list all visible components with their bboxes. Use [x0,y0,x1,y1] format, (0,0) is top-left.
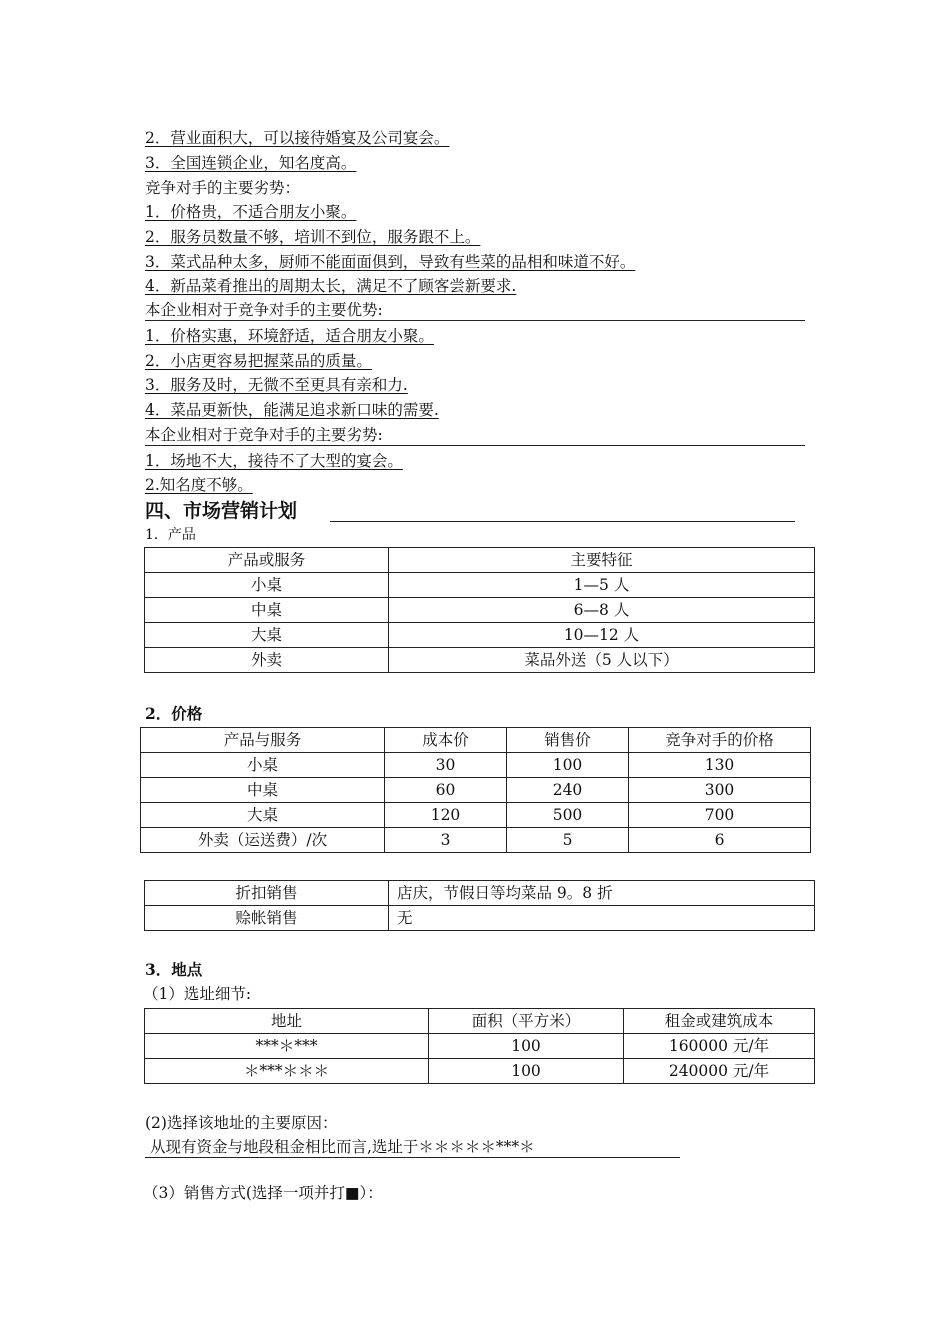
text-line: 1．价格贵，不适合朋友小聚。 [145,203,357,221]
header-cell: 面积（平方米） [429,1009,624,1034]
table-cell: 大桌 [141,803,385,828]
text-line: 4．新品菜肴推出的周期太长，满足不了顾客尝新要求. [145,277,517,295]
table-cell: 6—8 人 [389,598,815,623]
subsection-title: 2．价格 [145,704,203,723]
text-line: 竞争对手的主要劣势： [145,179,301,197]
table-row [145,598,815,623]
location-table [144,1008,815,1084]
table-row [145,573,815,598]
table-cell: 中桌 [145,598,389,623]
table-cell: 中桌 [141,778,385,803]
header-cell: 产品或服务 [145,548,389,573]
table-cell: 3 [385,828,507,853]
heading-rule [330,521,795,522]
reason-text: 从现有资金与地段租金相比而言,选址于＊＊＊＊＊***＊ [150,1138,535,1156]
table-cell: 1—5 人 [389,573,815,598]
sales-method-label: （3）销售方式(选择一项并打■）： [143,1184,383,1202]
text-line: 本企业相对于竞争对手的主要优势: [145,301,383,319]
table-cell: 10—12 人 [389,623,815,648]
text-line: 1．场地不大，接待不了大型的宴会。 [145,452,403,470]
underline-rule [145,1157,680,1158]
table-cell: 6 [629,828,811,853]
text-line: 2．小店更容易把握菜品的质量。 [145,352,372,370]
table-cell: 100 [429,1034,624,1059]
table-cell: 小桌 [145,573,389,598]
underline-rule [145,445,805,446]
table-cell: 160000 元/年 [624,1034,815,1059]
header-cell: 产品与服务 [141,728,385,753]
text-line: 3．服务及时，无微不至更具有亲和力. [145,376,408,394]
table-header-row [145,548,815,573]
table-header-row [141,728,811,753]
table-cell: 菜品外送（5 人以下） [389,648,815,673]
subsection-title: （1）选址细节: [143,985,252,1003]
underline-rule [145,320,805,321]
table-row [145,1034,815,1059]
header-cell: 成本价 [385,728,507,753]
discount-table [144,880,815,931]
header-cell: 地址 [145,1009,429,1034]
table-cell: ***＊*** [145,1034,429,1059]
header-cell: 主要特征 [389,548,815,573]
table-cell: 100 [507,753,629,778]
subsection-title: 3．地点 [145,960,203,979]
table-row [141,753,811,778]
table-cell: 大桌 [145,623,389,648]
table-cell: 无 [389,906,815,931]
table-cell: 300 [629,778,811,803]
table-cell: 30 [385,753,507,778]
table-row [145,648,815,673]
table-row [141,803,811,828]
text-line: 2．服务员数量不够，培训不到位，服务跟不上。 [145,228,481,246]
table-row [145,623,815,648]
table-header-row [145,1009,815,1034]
table-cell: 240 [507,778,629,803]
text-line: 1．价格实惠，环境舒适，适合朋友小聚。 [145,327,434,345]
section-heading: 四、市场营销计划 [145,500,298,522]
table-cell: ＊***＊＊＊ [145,1059,429,1084]
text-line: 3．全国连锁企业，知名度高。 [145,154,357,172]
price-table [140,727,811,853]
table-cell: 60 [385,778,507,803]
table-row [145,881,815,906]
table-row [145,906,815,931]
table-cell: 120 [385,803,507,828]
table-cell: 500 [507,803,629,828]
header-cell: 销售价 [507,728,629,753]
table-cell: 小桌 [141,753,385,778]
header-cell: 竞争对手的价格 [629,728,811,753]
table-cell: 240000 元/年 [624,1059,815,1084]
text-line: 2．营业面积大，可以接待婚宴及公司宴会。 [145,129,450,147]
reason-label: (2)选择该地址的主要原因： [145,1114,338,1132]
text-line: 本企业相对于竞争对手的主要劣势: [145,426,383,444]
text-line: 4．菜品更新快，能满足追求新口味的需要. [145,401,439,419]
table-row [145,1059,815,1084]
table-cell: 100 [429,1059,624,1084]
subsection-title: 1．产品 [145,527,196,543]
table-cell: 赊帐销售 [145,906,389,931]
text-line: 3．菜式品种太多，厨师不能面面俱到，导致有些菜的品相和味道不好。 [145,253,636,271]
table-cell: 外卖 [145,648,389,673]
table-row [141,778,811,803]
table-cell: 5 [507,828,629,853]
table-cell: 700 [629,803,811,828]
table-cell: 外卖（运送费）/次 [141,828,385,853]
text-line: 2.知名度不够。 [145,476,253,494]
table-cell: 折扣销售 [145,881,389,906]
table-cell: 130 [629,753,811,778]
table-cell: 店庆，节假日等均菜品 9。8 折 [389,881,815,906]
product-table [144,547,815,673]
header-cell: 租金或建筑成本 [624,1009,815,1034]
table-row [141,828,811,853]
